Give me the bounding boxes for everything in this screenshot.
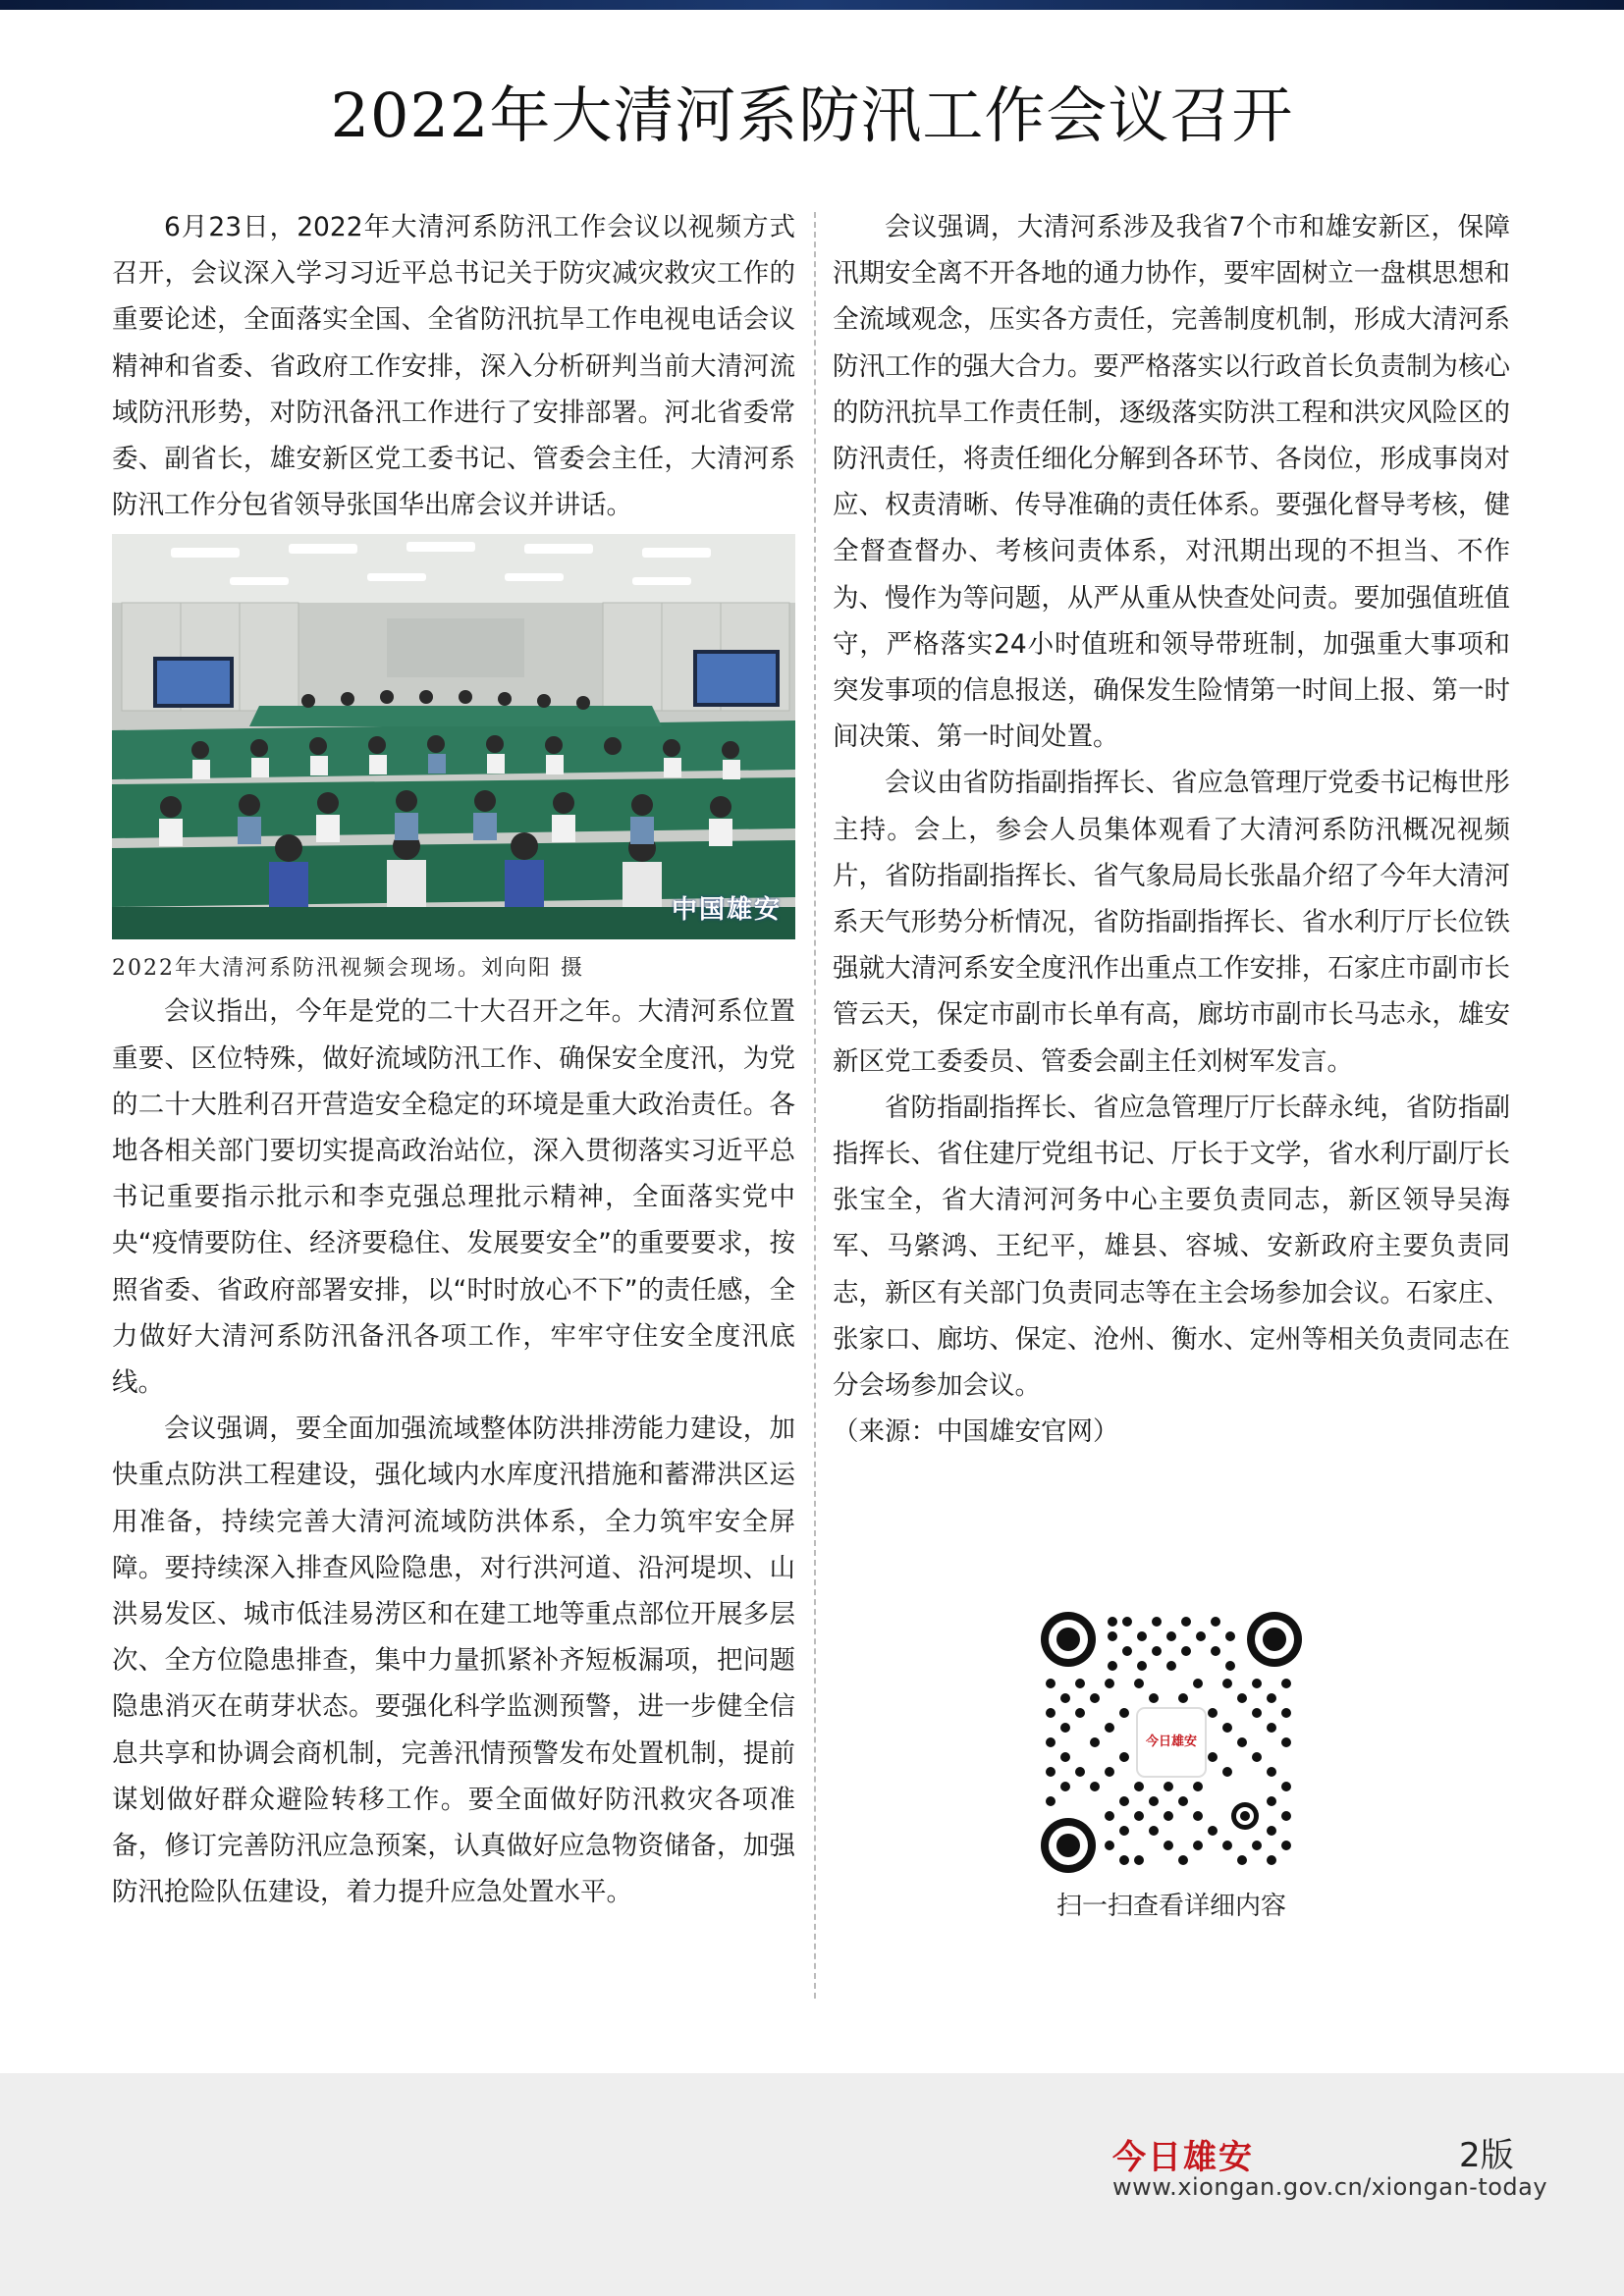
paragraph: 会议强调，要全面加强流域整体防洪排涝能力建设，加快重点防洪工程建设，强化域内水库度汛措施和蓄滞洪区运用准备，持续完善大清河流域防洪体系，全力筑牢安全屏障。要持续深入排查风险隐患，对行洪河道、沿河堤坝、山洪易发区、城市低洼易涝区和在建工地等重点部位开展多层次、全方位隐患排查，集中力量抓紧补齐短板漏项，把问题隐患消灭在萌芽状态。要强化科学监测预警，进一步健全信息共享和协调会商机制，完善汛情预警发布处置机制，提前谋划做好群众避险转移工作。要全面做好防汛救灾各项准备，修订完善防汛应急预案，认真做好应急物资储备，加强防汛抢险队伍建设，着力提升应急处置水平。 [112, 1414, 795, 1908]
qr-caption: 扫一扫查看详细内容 [1056, 1892, 1286, 1921]
paragraph: 会议指出，今年是党的二十大召开之年。大清河系位置重要、区位特殊，做好流域防汛工作、确保安全度汛，为党的二十大胜利召开营造安全稳定的环境是重大政治责任。各地各相关部门要切实提高政治站位，深入贯彻落实习近平总书记重要指示批示和李克强总理批示精神，全面落实党中央“疫情要防住、经济要稳住、发展要安全”的重要要求，按照省委、省政府部署安排，以“时时放心不下”的责任感，全力做好大清河系防汛备汛各项工作，牢牢守住安全度汛底线。 [112, 996, 795, 1399]
source-credit: （来源：中国雄安官网） [833, 1416, 1119, 1448]
meeting-photo [112, 534, 795, 939]
qr-block [1039, 1610, 1304, 1926]
right-column [833, 204, 1510, 1455]
left-column [112, 204, 795, 1915]
footer-brand-logo: 今日雄安 [1112, 2138, 1254, 2177]
paragraph: 会议强调，大清河系涉及我省7个市和雄安新区，保障汛期安全离不开各地的通力协作，要牢固树立一盘棋思想和全流域观念，压实各方责任，完善制度机制，形成大清河系防汛工作的强大合力。要严格落实以行政首长负责制为核心的防汛抗旱工作责任制，逐级落实防洪工程和洪灾风险区的防汛责任，将责任细化分解到各环节、各岗位，形成事岗对应、权责清晰、传导准确的责任体系。要强化督导考核，健全督查督办、考核问责体系，对汛期出现的不担当、不作为、慢作为等问题，从严从重从快查处问责。要加强值班值守，严格落实24小时值班和领导带班制，加强重大事项和突发事项的信息报送，确保发生险情第一时间上报、第一时间决策、第一时间处置。 [833, 212, 1510, 753]
footer-url[interactable]: www.xiongan.gov.cn/xiongan-today [1112, 2173, 1548, 2201]
photo-watermark: 中国雄安 [671, 895, 782, 926]
paragraph: 会议由省防指副指挥长、省应急管理厅党委书记梅世彤主持。会上，参会人员集体观看了大清河系防汛概况视频片，省防指副指挥长、省气象局局长张晶介绍了今年大清河系天气形势分析情况，省防指副指挥长、省水利厅厅长位铁强就大清河系安全度汛作出重点工作安排，石家庄市副市长管云天，保定市副市长单有高，廊坊市副市长马志永，雄安新区党工委委员、管委会副主任刘树军发言。 [833, 768, 1510, 1077]
qr-center-logo: 今日雄安 [1145, 1735, 1197, 1749]
paragraph: 省防指副指挥长、省应急管理厅厅长薛永纯，省防指副指挥长、省住建厅党组书记、厅长于文学，省水利厅副厅长张宝全，省大清河河务中心主要负责同志，新区领导吴海军、马綮鸿、王纪平，雄县、容城、安新政府主要负责同志，新区有关部门负责同志等在主会场参加会议。石家庄、张家口、廊坊、保定、沧州、衡水、定州等相关负责同志在分会场参加会议。 [833, 1092, 1510, 1402]
column-divider [814, 212, 816, 1999]
top-bar [0, 0, 1624, 10]
paragraph: 6月23日，2022年大清河系防汛工作会议以视频方式召开，会议深入学习习近平总书记关于防灾减灾救灾工作的重要论述，全面落实全国、全省防汛抗旱工作电视电话会议精神和省委、省政府工作安排，深入分析研判当前大清河流域防汛形势，对防汛备汛工作进行了安排部署。河北省委常委、副省长，雄安新区党工委书记、管委会主任，大清河系防汛工作分包省领导张国华出席会议并讲话。 [112, 212, 795, 521]
page-number: 2版 [1459, 2136, 1514, 2175]
qr-code[interactable] [1039, 1610, 1304, 1875]
page-title: 2022年大清河系防汛工作会议召开 [330, 80, 1294, 151]
photo-caption: 2022年大清河系防汛视频会现场。刘向阳 摄 [112, 956, 584, 982]
